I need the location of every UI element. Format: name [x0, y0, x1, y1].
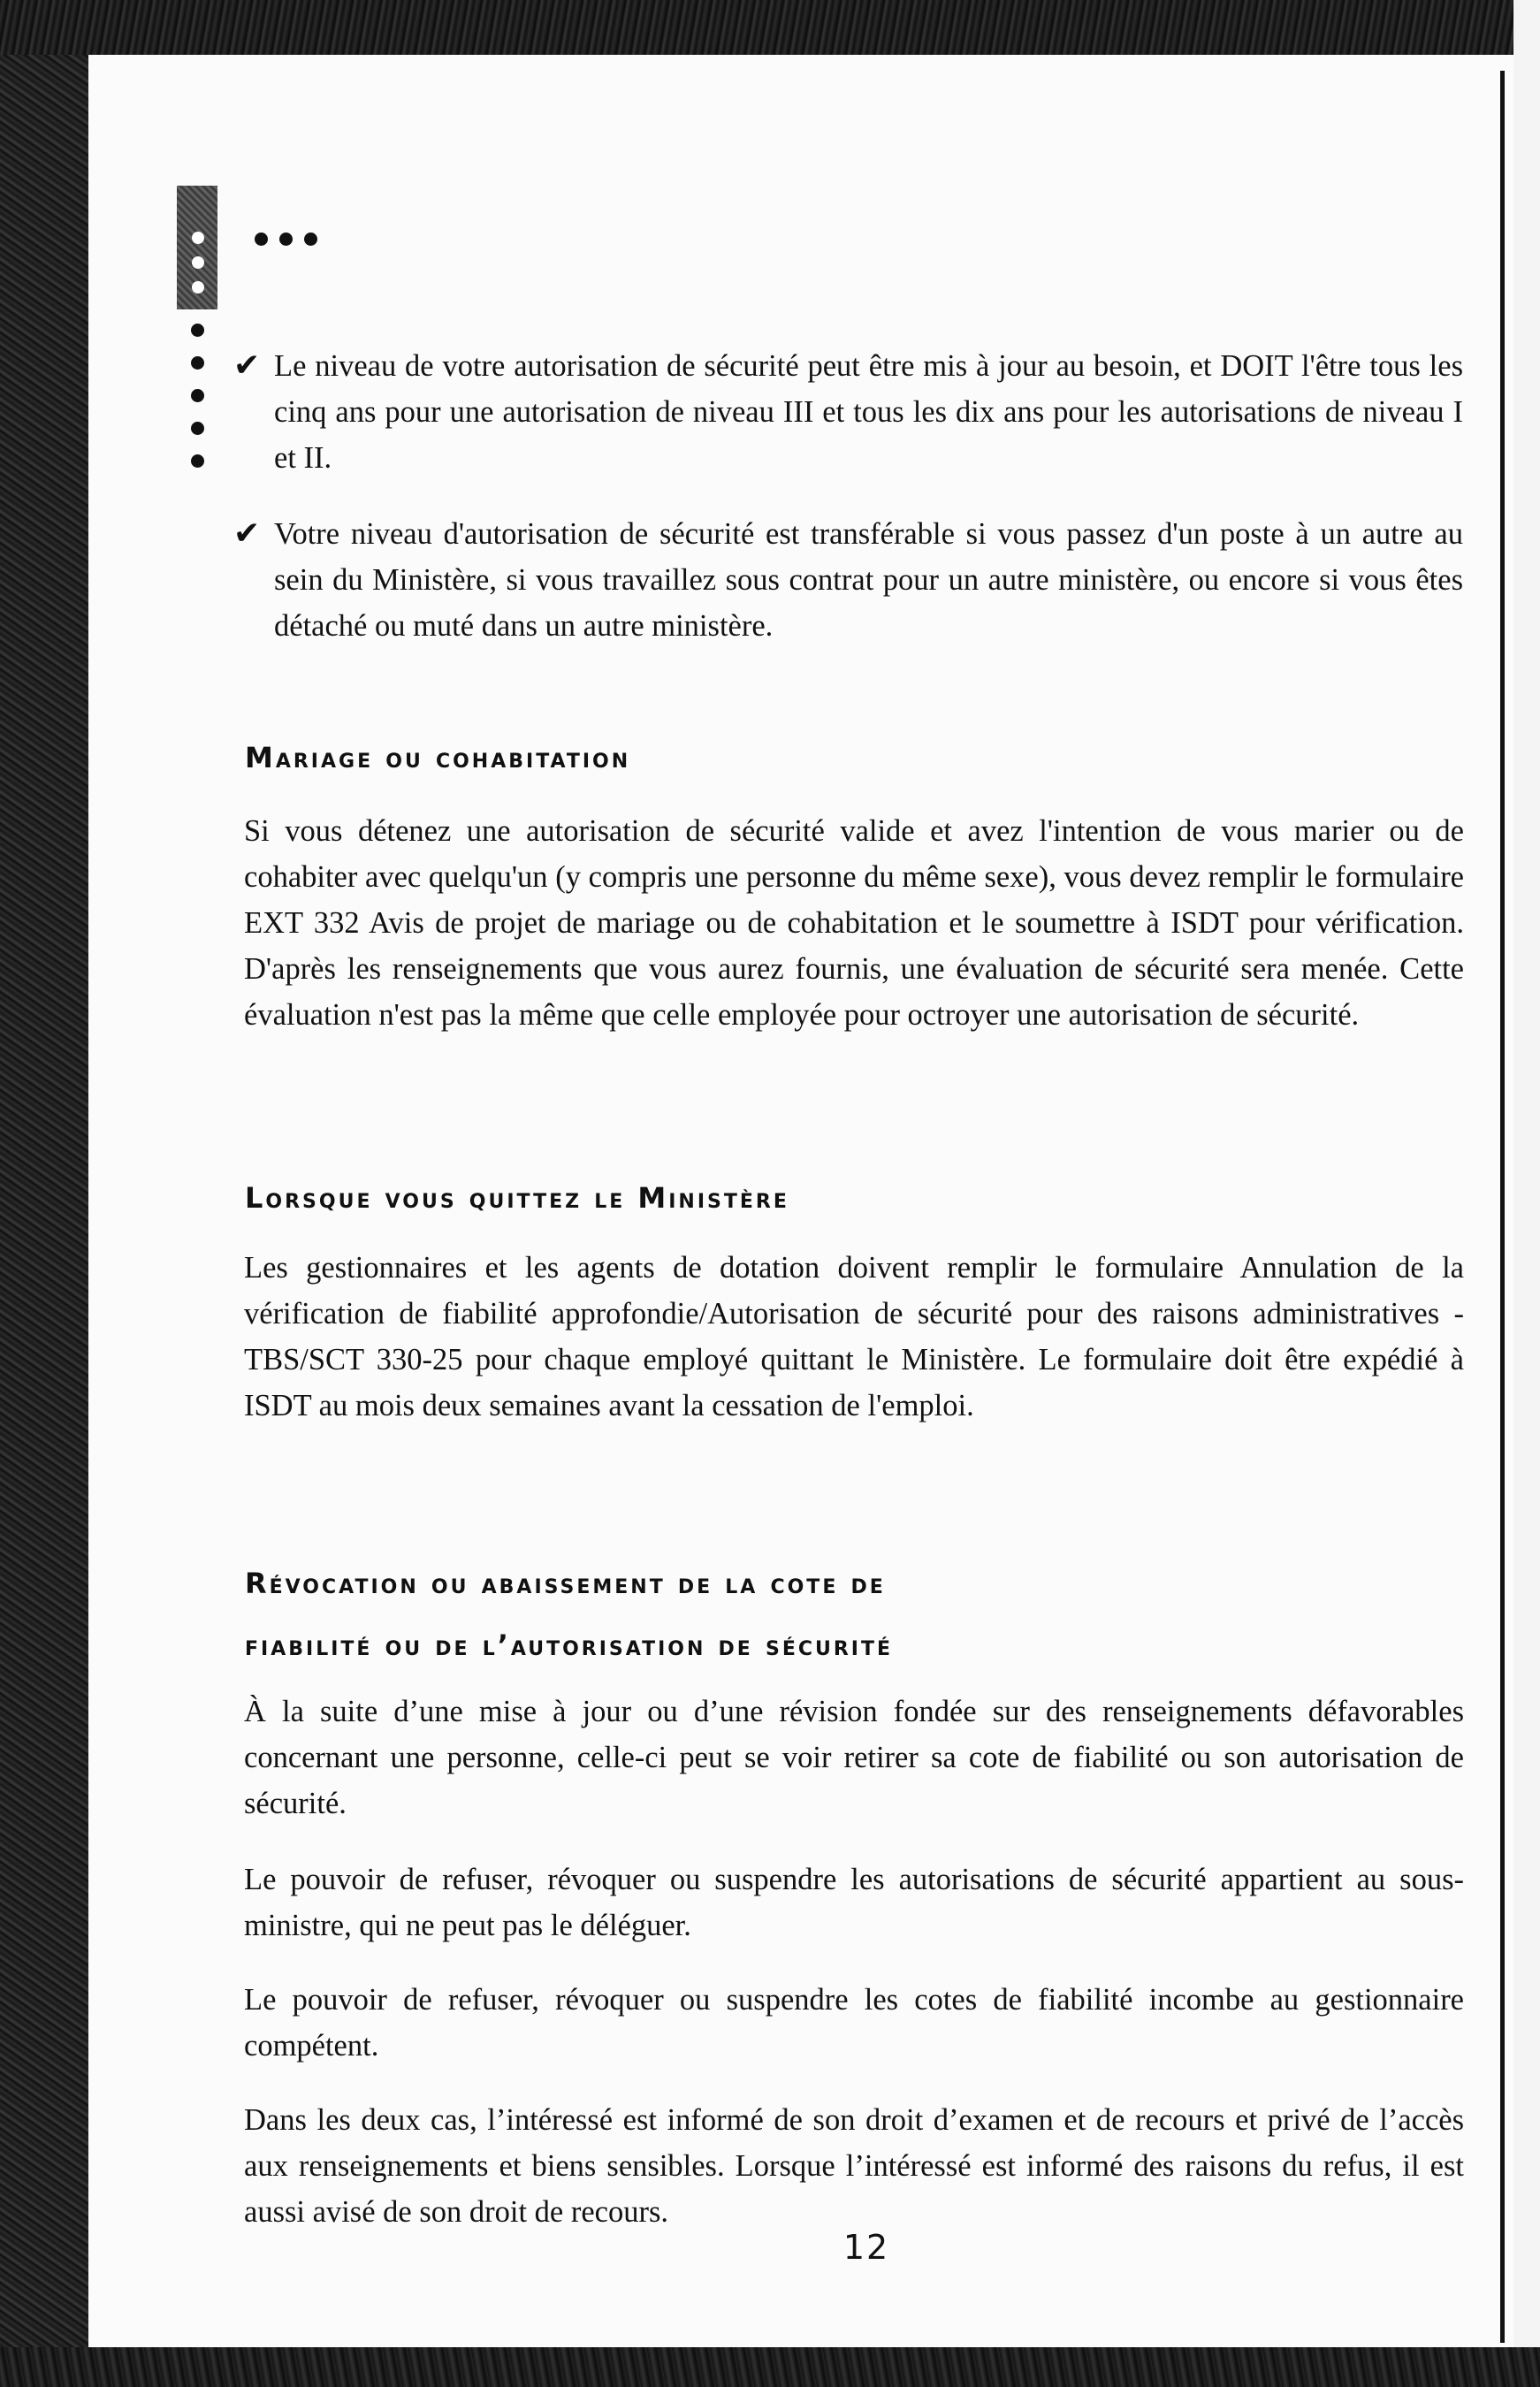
- paragraph: Le pouvoir de refuser, révoquer ou suspendre les cotes de fiabilité incombe au gestionnaire compétent.: [244, 1983, 1464, 2063]
- scan-border-top: [0, 0, 1540, 55]
- bullet-text: Votre niveau d'autorisation de sécurité est transférable si vous passez d'un poste à un autre au sein du Ministère, si vous travaillez sous contrat pour un autre ministère, ou encore si vous êtes détaché ou muté dans un autre ministère.: [274, 517, 1463, 643]
- bullet-item: [233, 511, 1463, 649]
- checkmark-icon: ✔: [233, 515, 261, 552]
- paragraph: Le pouvoir de refuser, révoquer ou suspendre les autorisations de sécurité appartient au sous-ministre, qui ne peut pas le déléguer.: [244, 1863, 1464, 1942]
- page-right-rule: [1500, 71, 1505, 2343]
- decorative-dot: [191, 422, 204, 435]
- decorative-dot: [191, 389, 204, 402]
- decorative-dot: [279, 233, 293, 246]
- section-heading: Mariage ou cohabitation: [245, 741, 631, 774]
- paragraph: Dans les deux cas, l’intéressé est informé de son droit d’examen et de recours et privé de l’accès aux renseignements et biens sensibles. Lorsque l’intéressé est informé des raisons du refus, il est aussi avisé de son droit de recours.: [244, 2103, 1464, 2229]
- decorative-dot: [192, 232, 204, 244]
- scan-border-right: [1513, 0, 1540, 2387]
- paragraph: Si vous détenez une autorisation de sécurité valide et avez l'intention de vous marier ou de cohabiter avec quelqu'un (y compris une personne du même sexe), vous devez remplir le formulaire EXT 332 Avis de projet de mariage ou de cohabitation et le soumettre à ISDT pour vérification. D'après les renseignements que vous aurez fournis, une évaluation de sécurité sera menée. Cette évaluation n'est pas la même que celle employée pour octroyer une autorisation de sécurité.: [244, 814, 1464, 1032]
- decorative-dot: [191, 454, 204, 468]
- section-heading: Lorsque vous quittez le Ministère: [245, 1181, 789, 1215]
- page-number: 12: [842, 2228, 890, 2267]
- section-heading: Révocation ou abaissement de la cote de: [245, 1567, 886, 1600]
- bullet-item: [233, 343, 1463, 481]
- decorative-dot: [304, 233, 317, 246]
- decorative-corner-block: [177, 186, 217, 309]
- scan-border-left: [0, 0, 93, 2387]
- section-heading: fiabilité ou de l’autorisation de sécurité: [245, 1628, 894, 1662]
- decorative-dot: [191, 356, 204, 370]
- decorative-dot: [255, 233, 268, 246]
- bullet-text: Le niveau de votre autorisation de sécurité peut être mis à jour au besoin, et DOIT l'être tous les cinq ans pour une autorisation de niveau III et tous les dix ans pour les autorisations de niveau I et II.: [274, 349, 1463, 475]
- decorative-dot: [191, 324, 204, 337]
- paragraph: Les gestionnaires et les agents de dotation doivent remplir le formulaire Annulation de la vérification de fiabilité approfondie/Autorisation de sécurité pour des raisons administratives - TBS/SCT 330-25 pour chaque employé quittant le Ministère. Le formulaire doit être expédié à ISDT au mois deux semaines avant la cessation de l'emploi.: [244, 1251, 1464, 1422]
- decorative-dot: [192, 256, 204, 269]
- scan-border-bottom: [0, 2347, 1540, 2387]
- checkmark-icon: ✔: [233, 347, 261, 384]
- decorative-dot: [192, 281, 204, 294]
- paragraph: À la suite d’une mise à jour ou d’une révision fondée sur des renseignements défavorables concernant une personne, celle-ci peut se voir retirer sa cote de fiabilité ou son autorisation de sécurité.: [244, 1695, 1464, 1820]
